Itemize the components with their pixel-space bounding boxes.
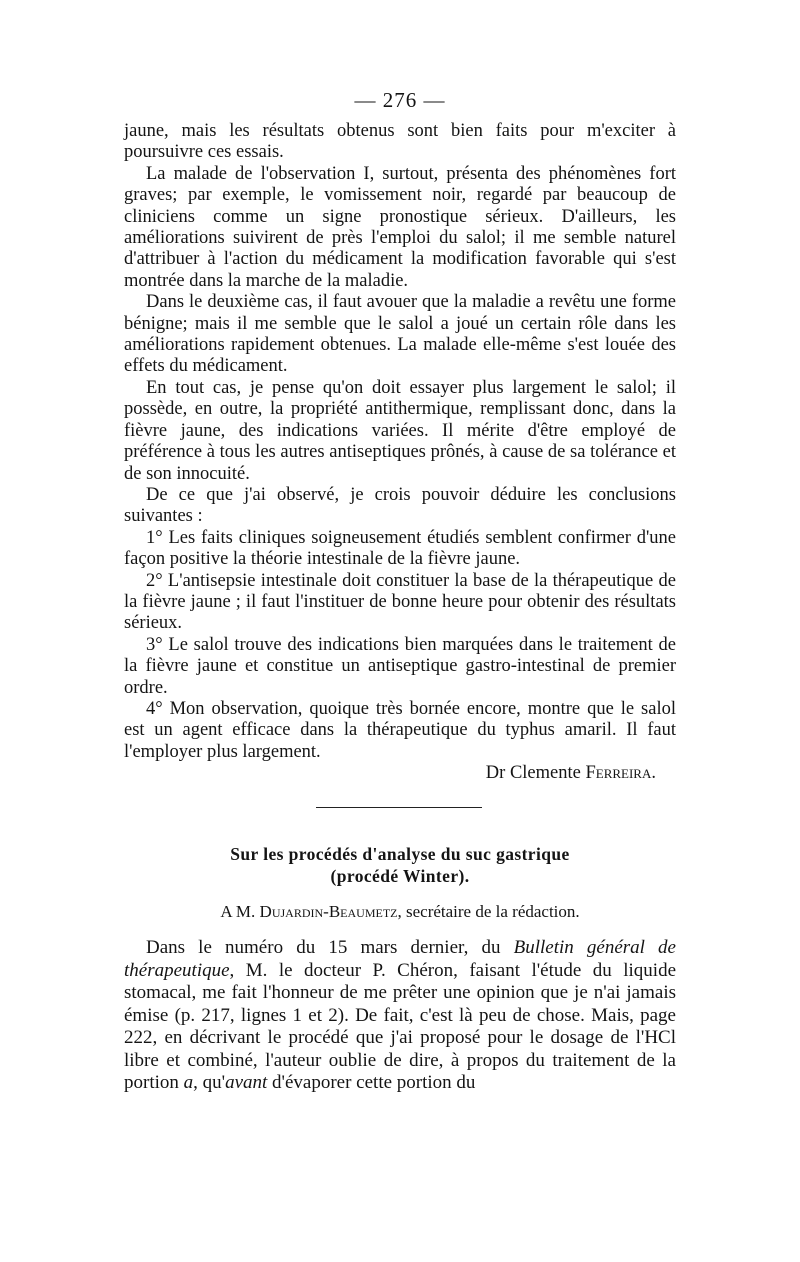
conclusion-item: 3° Le salol trouve des indications bien marquées dans le traitement de la fièvre jaune et constitue un antiseptique gastro-intestinal de premier ordre. [124, 634, 676, 698]
text-run: , qu' [193, 1072, 226, 1093]
conclusion-item: 1° Les faits cliniques soigneusement étudiés semblent confirmer d'une façon positive la théorie intestinale de la fièvre jaune. [124, 527, 676, 570]
section-divider [316, 807, 482, 808]
paragraph: De ce que j'ai observé, je crois pouvoir déduire les conclusions suivantes : [124, 484, 676, 527]
page-number: — 276 — [354, 88, 446, 112]
addressee-name: Dujardin-Beaumetz, [259, 902, 402, 921]
emphasis: avant [225, 1072, 268, 1093]
portion-label: a [183, 1072, 194, 1093]
article-body [124, 937, 676, 1095]
text-run: , M. le docteur P. Chéron, faisant l'étude du liquide stomacal, me fait l'honneur de me prêter une opinion que je n'ai jamais émise (p. 217, lignes 1 et 2). De fait, c'est là peu de chose. Mais, page 222, en décrivant le procédé que j'ai proposé pour le dosage de l'HCl libre et combiné, l'auteur oublie de dire, à propos du traitement de la portion [124, 959, 676, 1093]
article-title-line: Sur les procédés d'analyse du suc gastrique [230, 844, 570, 864]
article-title [0, 843, 800, 887]
addressee-prefix: A M. [220, 902, 256, 921]
signature [124, 763, 676, 784]
text-run: Dans le numéro du 15 mars dernier, du [146, 937, 514, 958]
signature-name: Ferreira. [585, 763, 656, 784]
addressee-suffix: secrétaire de la rédaction. [405, 902, 580, 921]
paragraph: La malade de l'observation I, surtout, présenta des phénomènes fort graves; par exemple, le vomissement noir, regardé par beaucoup de cliniciens comme un signe pronostique sérieux. D'ailleurs, les améliorations suivirent de près l'emploi du salol; il me semble naturel d'attribuer à l'action du médicament la modification favorable qui s'est montrée dans la marche de la maladie. [124, 163, 676, 291]
addressee-line [0, 902, 800, 922]
signature-prefix: Dr Clemente [485, 763, 581, 784]
article-title-line: (procédé Winter). [330, 866, 470, 886]
text-run: d'évaporer cette portion du [267, 1072, 476, 1093]
letter-body [124, 121, 676, 785]
conclusion-item: 2° L'antisepsie intestinale doit constituer la base de la thérapeutique de la fièvre jaune ; il faut l'instituer de bonne heure pour obtenir des résultats sérieux. [124, 570, 676, 634]
paragraph: En tout cas, je pense qu'on doit essayer plus largement le salol; il possède, en outre, la propriété antithermique, remplissant donc, dans la fièvre jaune, des indications variées. Il mérite d'être employé de préférence à tous les autres antiseptiques prônés, à cause de sa tolérance et de son innocuité. [124, 377, 676, 484]
paragraph: Dans le deuxième cas, il faut avouer que la maladie a revêtu une forme bénigne; mais il me semble que le salol a joué un certain rôle dans les améliorations rapidement obtenues. La malade elle-même s'est louée des effets du médicament. [124, 292, 676, 377]
paragraph [124, 937, 676, 1095]
conclusion-item: 4° Mon observation, quoique très bornée encore, montre que le salol est un agent efficace dans la thérapeutique du typhus amaril. Il faut l'employer plus largement. [124, 698, 676, 762]
journal-title: Bulletin général de thérapeutique [124, 937, 676, 981]
paragraph: jaune, mais les résultats obtenus sont bien faits pour m'exciter à poursuivre ces essais. [124, 121, 676, 163]
